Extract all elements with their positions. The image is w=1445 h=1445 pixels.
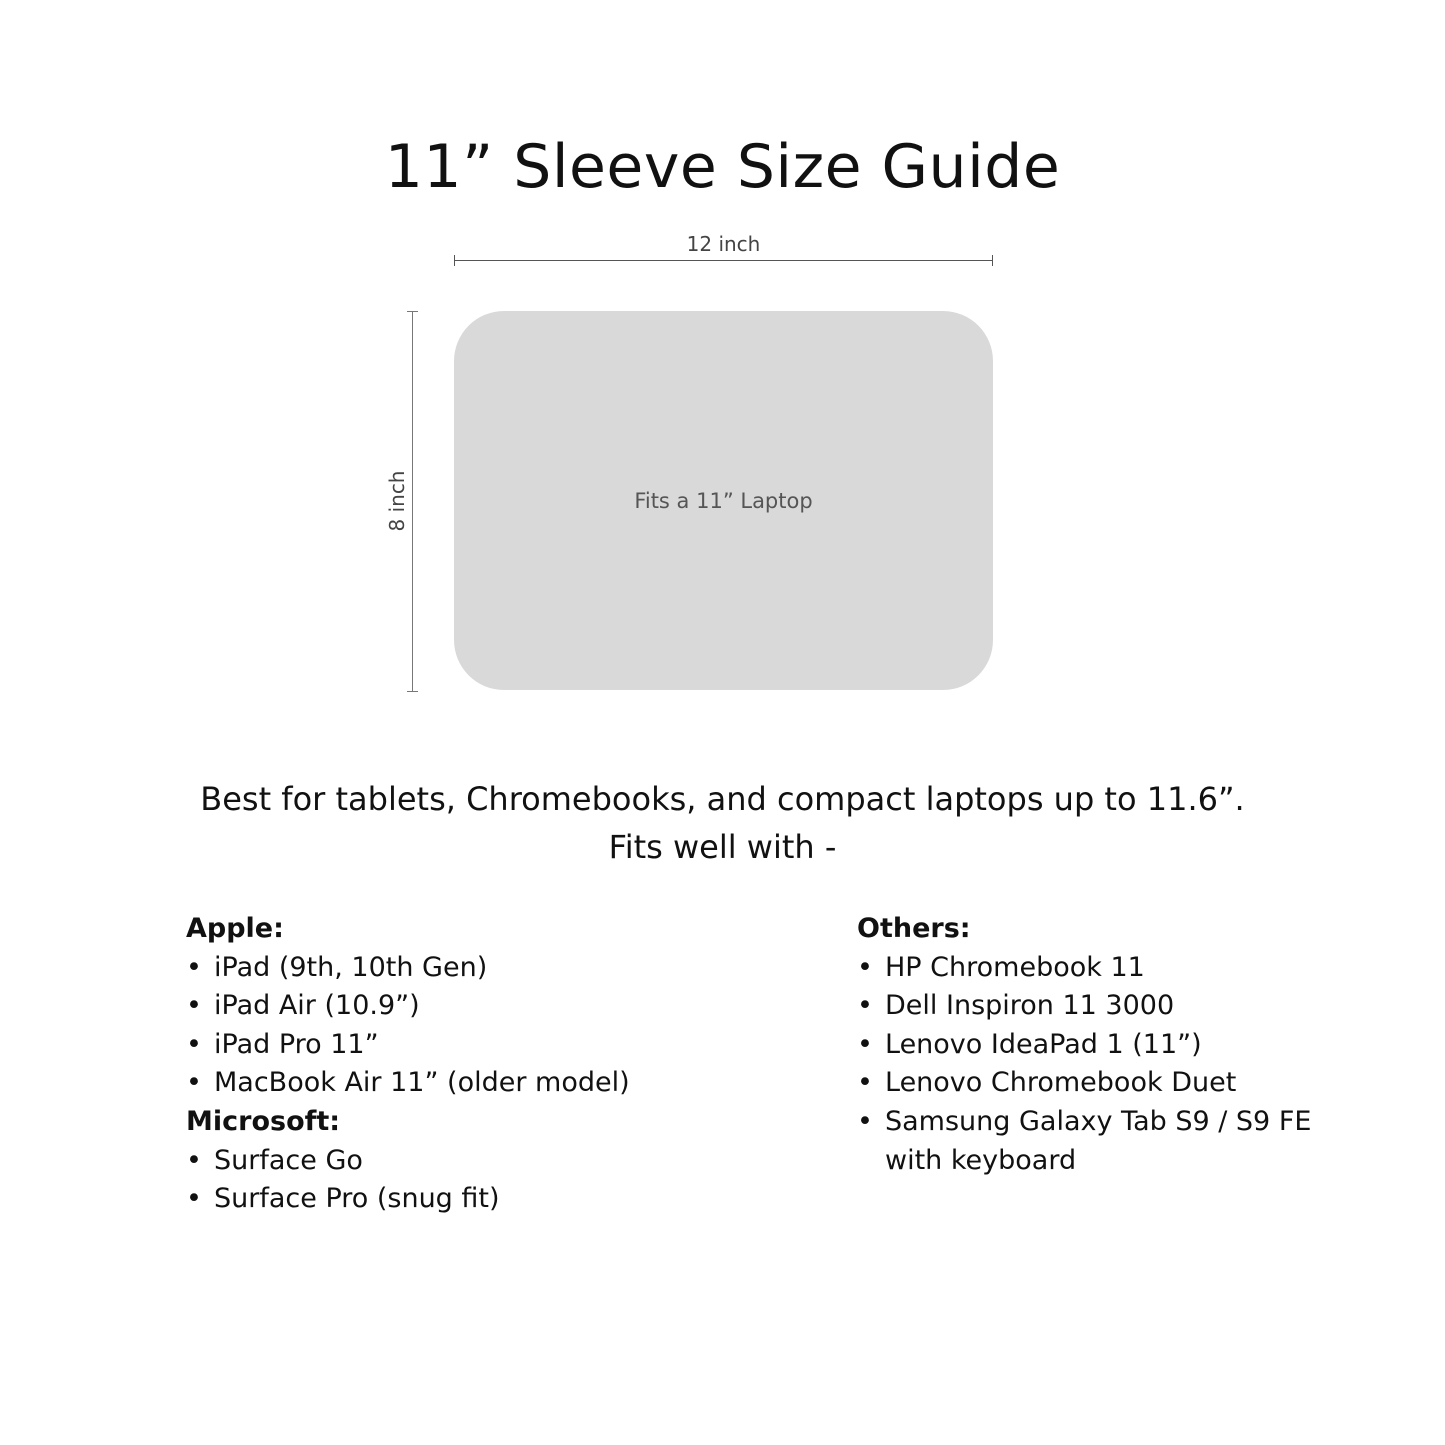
list-item: • MacBook Air 11” (older model) xyxy=(186,1064,630,1103)
description-line-1: Best for tablets, Chromebooks, and compact laptops up to 11.6”. xyxy=(200,780,1245,818)
list-item: • HP Chromebook 11 xyxy=(857,949,1317,988)
list-item: • Lenovo IdeaPad 1 (11”) xyxy=(857,1026,1317,1065)
list-item: • Dell Inspiron 11 3000 xyxy=(857,987,1317,1026)
description xyxy=(0,775,1445,871)
width-tick-right xyxy=(992,255,993,266)
list-item: • Surface Pro (snug fit) xyxy=(186,1180,630,1219)
group-heading: Apple: xyxy=(186,913,284,944)
height-tick-bottom xyxy=(407,691,418,692)
page-title: 11” Sleeve Size Guide xyxy=(384,132,1061,203)
height-tick-top xyxy=(407,311,418,312)
width-label: 12 inch xyxy=(686,232,761,256)
sleeve-label: Fits a 11” Laptop xyxy=(634,488,813,513)
right-column xyxy=(857,910,1317,1180)
list-item: • iPad Air (10.9”) xyxy=(186,987,630,1026)
group-heading: Microsoft: xyxy=(186,1105,341,1137)
list-item: • iPad (9th, 10th Gen) xyxy=(186,949,630,988)
list-item: • iPad Pro 11” xyxy=(186,1026,630,1065)
height-dimension-line xyxy=(412,311,413,691)
width-dimension-line xyxy=(454,260,993,261)
description-line-2: Fits well with - xyxy=(608,828,837,866)
width-tick-left xyxy=(454,255,455,266)
height-label: 8 inch xyxy=(385,470,409,532)
sleeve-shape xyxy=(454,311,993,690)
list-item: • Lenovo Chromebook Duet xyxy=(857,1064,1317,1103)
list-item: • Samsung Galaxy Tab S9 / S9 FE with keyboard xyxy=(857,1103,1317,1180)
group-heading: Others: xyxy=(857,913,971,944)
left-column xyxy=(186,910,630,1219)
list-item: • Surface Go xyxy=(186,1142,630,1181)
